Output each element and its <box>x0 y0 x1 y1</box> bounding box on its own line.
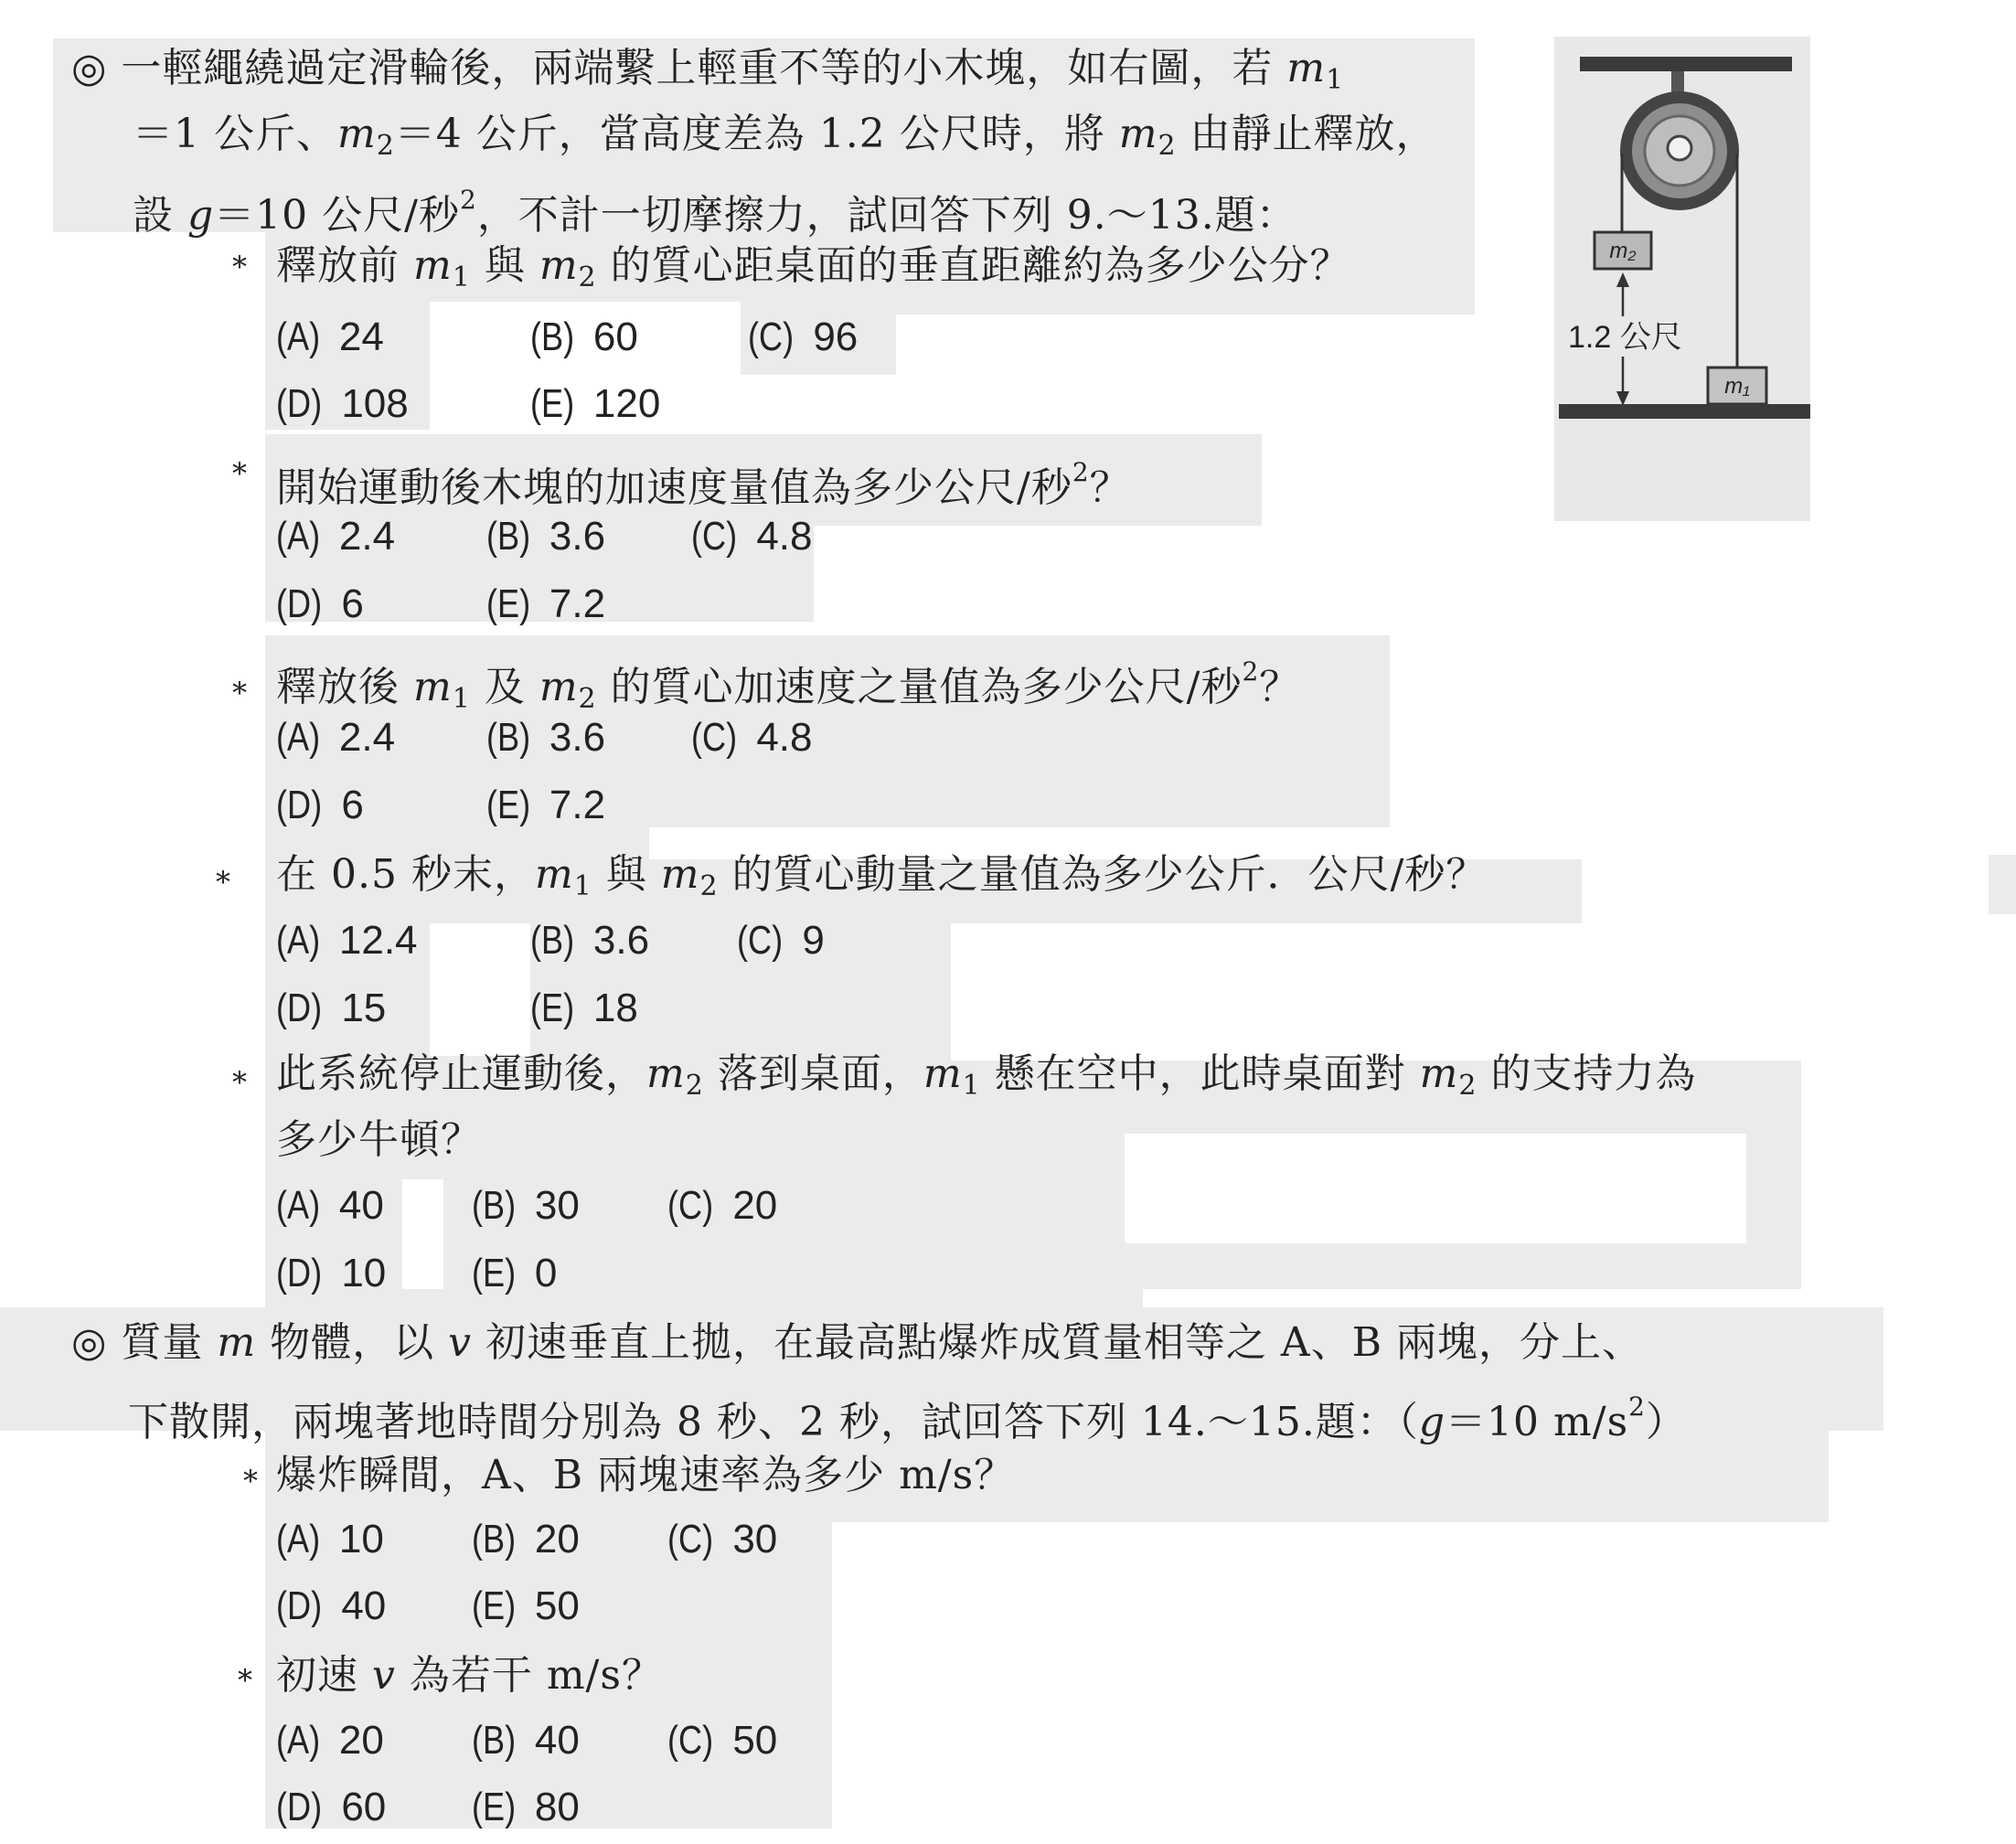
group1-intro-line1: ◎ 一輕繩繞過定滑輪後，兩端繫上輕重不等的小木塊，如右圖，若 $m_1$ <box>71 45 1345 96</box>
option-10a[interactable]: (A) 2.4 <box>276 514 396 559</box>
scan-shade <box>1989 855 2016 914</box>
mask <box>402 1179 443 1289</box>
option-9d[interactable]: (D) 108 <box>276 381 409 426</box>
question-11: 釋放後 $m_1$ 及 $m_2$ 的質心加速度之量值為多少公尺/秒$^2$？ <box>276 656 1301 715</box>
height-arrow-down <box>1616 391 1629 406</box>
question-13-line2: 多少牛頓？ <box>276 1116 482 1163</box>
question-10: 開始運動後木塊的加速度量值為多少公尺/秒$^2$？ <box>276 457 1131 511</box>
option-10b[interactable]: (B) 3.6 <box>486 514 606 559</box>
option-13e[interactable]: (E) 0 <box>472 1251 558 1295</box>
option-15b[interactable]: (B) 40 <box>472 1718 580 1763</box>
option-15a[interactable]: (A) 20 <box>276 1718 384 1763</box>
option-12e[interactable]: (E) 18 <box>530 986 638 1030</box>
option-13a[interactable]: (A) 40 <box>276 1183 384 1228</box>
block-m2-label: m₂ <box>1609 239 1637 263</box>
option-9e[interactable]: (E) 120 <box>530 381 661 426</box>
mask <box>430 923 530 1056</box>
question-marker: * <box>232 456 247 491</box>
pulley-figure <box>1554 37 1810 521</box>
question-9: 釋放前 $m_1$ 與 $m_2$ 的質心距桌面的垂直距離約為多少公分？ <box>276 242 1351 293</box>
group2-intro-line2: 下散開，兩塊著地時間分別為 8 秒、2 秒，試回答下列 14.～15.題：（g＝10 $m/s^2$） <box>128 1391 1687 1445</box>
option-11a[interactable]: (A) 2.4 <box>276 715 396 760</box>
option-10e[interactable]: (E) 7.2 <box>486 581 606 626</box>
option-11d[interactable]: (D) 6 <box>276 783 364 827</box>
option-11c[interactable]: (C) 4.8 <box>691 715 813 760</box>
option-13d[interactable]: (D) 10 <box>276 1251 387 1295</box>
group1-intro-line2: ＝1 公斤、$m_2=4$ 公斤，當高度差為 1.2 公尺時，將 $m_2$ 由靜止釋放， <box>133 111 1437 162</box>
height-label: 1.2 公尺 <box>1568 320 1682 355</box>
option-14e[interactable]: (E) 50 <box>472 1583 580 1628</box>
question-marker: * <box>216 865 230 900</box>
option-10c[interactable]: (C) 4.8 <box>691 514 813 559</box>
pulley-hub <box>1668 136 1691 160</box>
question-marker: * <box>243 1464 258 1498</box>
question-marker: * <box>232 1065 247 1100</box>
option-14a[interactable]: (A) 10 <box>276 1517 384 1562</box>
question-marker: * <box>232 676 247 710</box>
option-13b[interactable]: (B) 30 <box>472 1183 580 1228</box>
height-arrow-up <box>1616 272 1629 287</box>
option-14c[interactable]: (C) 30 <box>667 1517 778 1562</box>
group1-intro-line3: 設 g＝10 公尺/秒$^2$，不計一切摩擦力，試回答下列 9.～13.題： <box>133 185 1297 239</box>
option-14d[interactable]: (D) 40 <box>276 1583 387 1628</box>
option-11b[interactable]: (B) 3.6 <box>486 715 606 760</box>
option-12b[interactable]: (B) 3.6 <box>530 918 650 963</box>
option-9b[interactable]: (B) 60 <box>530 314 638 359</box>
ceiling-bar <box>1580 57 1792 71</box>
option-13c[interactable]: (C) 20 <box>667 1183 778 1228</box>
group2-intro-line1: ◎ 質量 m 物體，以 v 初速垂直上拋，在最高點爆炸成質量相等之 A、B 兩塊，分上、 <box>71 1319 1644 1366</box>
option-15d[interactable]: (D) 60 <box>276 1785 387 1829</box>
question-marker: * <box>238 1663 252 1698</box>
option-14b[interactable]: (B) 20 <box>472 1517 580 1562</box>
question-12: 在 0.5 秒末，$m_1$ 與 $m_2$ 的質心動量之量值為多少公斤．公尺/秒？ <box>276 851 1488 902</box>
question-marker: * <box>232 250 247 284</box>
question-15: 初速 v 為若干 m/s？ <box>276 1652 663 1699</box>
option-11e[interactable]: (E) 7.2 <box>486 783 606 827</box>
option-9c[interactable]: (C) 96 <box>748 314 859 359</box>
mask <box>1125 1134 1746 1243</box>
block-m1-label: m₁ <box>1724 374 1750 399</box>
option-12d[interactable]: (D) 15 <box>276 986 387 1030</box>
question-14: 爆炸瞬間，A、B 兩塊速率為多少 m/s？ <box>276 1452 1016 1498</box>
option-10d[interactable]: (D) 6 <box>276 581 364 626</box>
option-15c[interactable]: (C) 50 <box>667 1718 778 1763</box>
question-13-line1: 此系統停止運動後，$m_2$ 落到桌面，$m_1$ 懸在空中，此時桌面對 $m_2$ 的支持力為 <box>276 1050 1697 1102</box>
option-15e[interactable]: (E) 80 <box>472 1785 580 1829</box>
option-12a[interactable]: (A) 12.4 <box>276 918 418 963</box>
option-12c[interactable]: (C) 9 <box>737 918 825 963</box>
table-surface <box>1559 404 1810 419</box>
option-9a[interactable]: (A) 24 <box>276 314 384 359</box>
